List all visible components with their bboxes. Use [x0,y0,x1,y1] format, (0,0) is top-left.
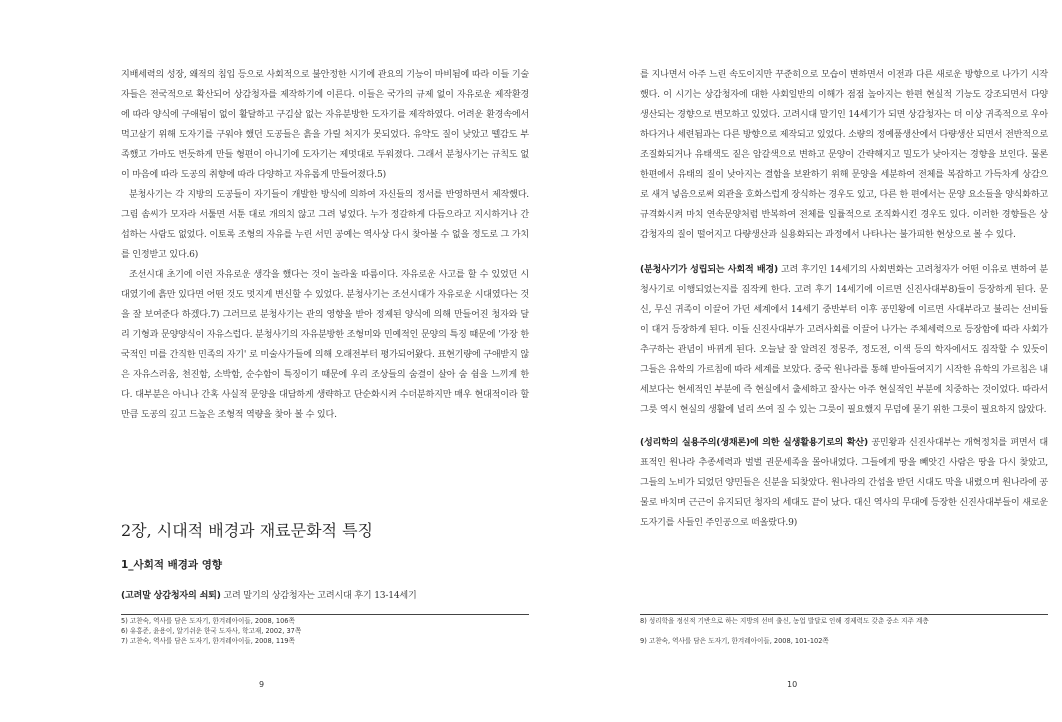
right-page [531,0,1062,722]
chapter-title: 2장, 시대적 배경과 재료문화적 특징 [121,521,373,540]
footnote: 8) 성리학을 정신적 기반으로 하는 지방의 선비 출신, 농업 발달로 인해 경제력도 갖춘 중소 지주 계층 [640,617,929,625]
page-number: 9 [259,680,265,689]
right-body [640,65,1048,533]
footnote: 7) 고찬숙, 역사를 담은 도자기, 한겨레아이들, 2008, 119쪽 [121,637,295,645]
section-title: 1_사회적 배경과 영향 [121,559,223,571]
body-paragraph: (분청사기가 성립되는 사회적 배경) 고려 후기인 14세기의 사회변화는 고려청자가 어떤 이유로 변하여 분청사기로 이행되었는지를 짐작케 한다. 고려 후기 14세기에 이르면 신진사대부8)들이 등장하게 된다. 문신, 무신 귀족이 이끌어 가던 세계에서 14세기 중반부터 이후 공민왕에 이르면 사대부라고 불리는 선비들이 대거 등장하게 된다. 이들 신진사대부가 고려사회를 이끌어 나가는 주체세력으로 등장함에 따라 사회가 추구하는 관념이 바뀌게 된다. 오늘날 잘 알려진 정몽주, 정도전, 이색 등의 학자에서도 짐작할 수 있듯이 그들은 유학의 가르침에 따라 세계를 보았다. 중국 원나라를 통해 받아들여지기 시작한 유학의 가르침은 내세보다는 현세적인 부분에 즉 현실에서 출세하고 잘사는 아주 현실적인 부분에 치중하는 것이었다. 따라서 그릇 역시 현실의 생활에 널리 쓰여 질 수 있는 그릇이 필요했지 무덤에 묻기 위한 그릇이 필요하지 않았다. [640,265,1048,415]
body-paragraph: 분청사기는 각 지방의 도공들이 자기들이 개발한 방식에 의하여 자신들의 정서를 반영하면서 제작했다. 그림 솜씨가 모자라 서툴면 서툰 대로 개의치 않고 그려 넣었다. 누가 정갈하게 다듬으라고 지시하거나 간섭하는 사람도 없었다. 이토록 조형의 자유를 누린 서민 공예는 역사상 다시 찾아볼 수 없을 정도로 그 가치를 인정받고 있다.6) [121,190,529,260]
footnote-divider [121,614,529,615]
body-paragraph: 지배세력의 성장, 왜적의 침입 등으로 사회적으로 불안정한 시기에 관요의 기능이 마비됨에 따라 이들 기술자들은 전국적으로 확산되어 상감청자를 제작하기에 이른다. 이들은 국가의 규제 없이 자유로운 제작환경에 따라 양식에 구애됨이 없이 활달하고 구김살 없는 자유분방한 도자기를 제작하였다. 어려운 환경속에서 먹고살기 위해 도자기를 구워야 했던 도공들은 흙을 가릴 처지가 못되었다. 유약도 질이 낮았고 뗄감도 부족했고 가마도 번듯하게 만들 형편이 아니기에 도자기는 제멋대로 두워졌다. 그래서 분청사기는 규칙도 없이 마음에 따라 도공의 취향에 따라 다양하고 자유롭게 만들어졌다.5) [121,70,529,180]
body-paragraph: (고려말 상감청자의 쇠퇴) 고려 말기의 상감청자는 고려시대 후기 13-14세기 [121,591,417,601]
paragraph-lead: (분청사기가 성립되는 사회적 배경) [640,265,778,275]
body-paragraph: 조선시대 초기에 이런 자유로운 생각을 했다는 것이 놀라울 따름이다. 자유로운 사고를 할 수 있었던 시대였기에 흙만 있다면 어떤 것도 멋지게 변신할 수 있었다. 분청사기는 조선시대가 자유로운 시대였다는 것을 잘 보여준다 하겠다.7) 그러므로 분청사기는 관의 영향을 받아 정제된 양식에 의해 만들어진 청자와 달리 기형과 문양양식이 자유스럽다. 분청사기의 자유분방한 조형미와 민예적인 문양의 특징 때문에 '가장 한국적인 미를 간직한 민족의 자기' 로 미술사가들에 의해 오래전부터 평가되어왔다. 표현기량에 구애받지 않은 자유스러움, 천진함, 소박함, 순수함이 특징이기 때문에 우리 조상들의 숨결이 살아 숨 쉼을 느끼게 한다. 대부분은 아니나 간혹 사실적 문양을 대담하게 생략하고 단순화시켜 수더분하지만 매우 현대적이라 할 만큼 도공의 깊고 드높은 조형적 역량을 찾아 볼 수 있다. [121,270,529,420]
page-number: 10 [787,680,798,689]
footnote: 9) 고찬숙, 역사를 담은 도자기, 한겨레아이들, 2008, 101-102쪽 [640,637,829,645]
left-body [121,65,529,425]
footnote: 5) 고찬숙, 역사를 담은 도자기, 한겨레아이들, 2008, 106쪽 [121,617,295,625]
paragraph-lead: (성리학의 실용주의(생채론)에 의한 실생활용기로의 확산) [640,438,868,448]
footnote-divider [640,614,1048,615]
footnote: 6) 유홍준, 윤용이, 알기쉬운 한국 도자사, 학고재, 2002, 37쪽 [121,627,302,635]
body-paragraph: 를 지나면서 아주 느린 속도이지만 꾸준히으로 모습이 변하면서 이전과 다른 새로운 방향으로 나가기 시작했다. 이 시기는 상감청자에 대한 사회일반의 이해가 점점 높아지는 한편 현실적 기능도 강조되면서 다양 생산되는 경향으로 변모하고 있었다. 고려시대 말기인 14세기가 되면 상감청자는 더 이상 귀족적으로 우아하다거나 세련됨과는 다른 방향으로 제작되고 있었다. 소량의 정예품생산에서 다량생산 되면서 전반적으로 조질화되거나 유태색도 짙은 암갈색으로 변하고 문양이 간략해지고 밀도가 낮아지는 경향을 보인다. 물론 한편에서 유태의 질이 낮아지는 결함을 보완하기 위해 문양을 세분하여 전체를 복잡하고 가득차게 상감으로 새겨 넣음으로써 외관을 호화스럽게 장식하는 경우도 있고, 다른 한 편에서는 문양 요소들을 양식화하고 규격화시켜 마치 연속문양처럼 반복하여 전체를 일률적으로 조직화시킨 경우도 있다. 이러한 경향들은 상감청자의 질이 떨어지고 다량생산과 실용화되는 과정에서 나타나는 불가피한 현상으로 볼 수 있다. [640,70,1048,240]
body-paragraph: (성리학의 실용주의(생채론)에 의한 실생활용기로의 확산) 공민왕과 신진사대부는 개혁정치를 펴면서 대표적인 원나라 추종세력과 벌벌 권문세족을 몰아내었다. 그들에게 땅을 빼앗긴 사람은 땅을 다시 찾았고, 그들의 노비가 되었던 양민들은 신분을 되찾았다. 원나라의 간섭을 받던 시대도 막을 내렸으며 원나라에 공물로 바치며 근근이 유지되던 청자의 세대도 끝이 났다. 대신 역사의 무대에 등장한 신진사대부들이 새로운 도자기를 사들인 주인공으로 떠올랐다.9) [640,438,1048,528]
left-final-para [121,586,529,606]
paragraph-lead: (고려말 상감청자의 쇠퇴) [121,591,221,601]
